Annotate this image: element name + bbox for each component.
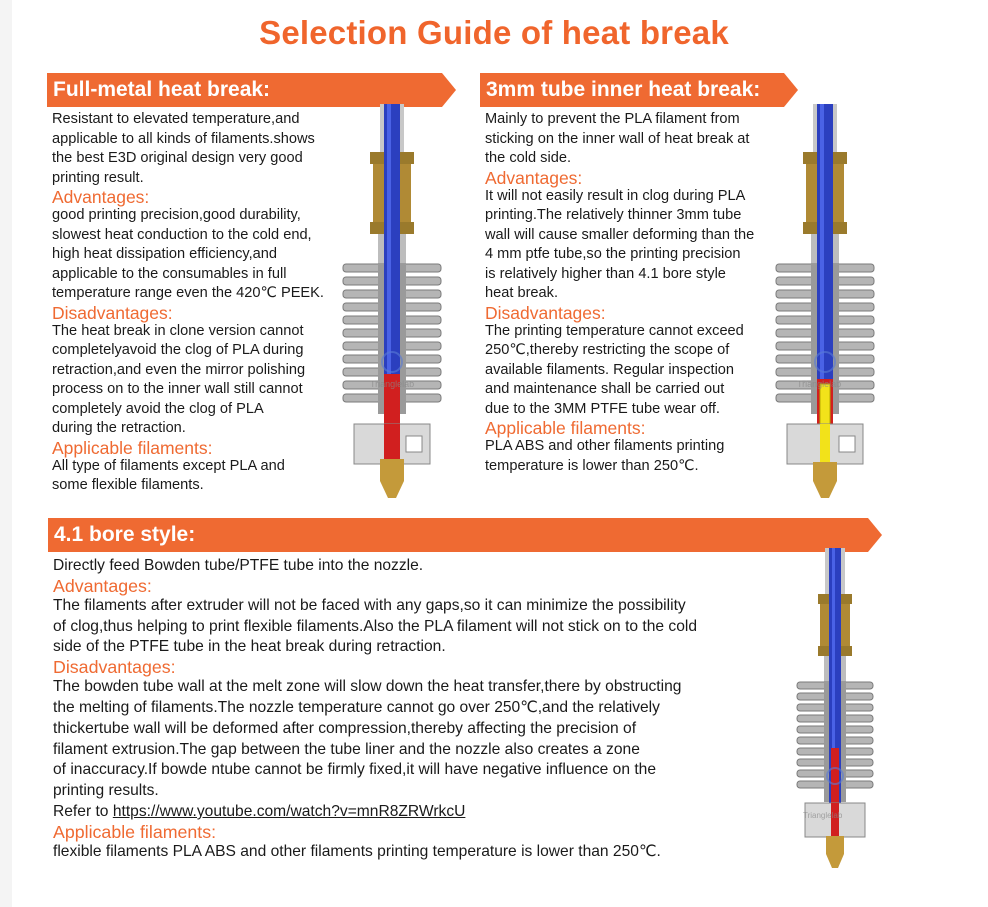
bore-41-text: [53, 556, 813, 863]
page-title: Selection Guide of heat break: [259, 14, 729, 51]
tube-3mm-adv-3: wall will cause smaller deforming than the: [485, 226, 755, 243]
hotend-3mm-tube-illustration: [773, 104, 879, 508]
tube-3mm-dis-5: due to the 3MM PTFE tube wear off.: [485, 400, 720, 417]
full-metal-intro-1: Resistant to elevated temperature,and: [52, 111, 300, 127]
tube-3mm-advantages-heading: Advantages:: [485, 167, 583, 188]
bore-41-dis-2: the melting of filaments.The nozzle temperature cannot go over 250℃,and the relatively: [53, 698, 660, 716]
bore-41-adv-3: side of the PTFE tube in the heat break during retraction.: [53, 638, 446, 656]
full-metal-dis-2: completelyavoid the clog of PLA during: [52, 342, 304, 358]
watermark-1: Trianglelab: [370, 379, 415, 389]
tube-3mm-dis-4: and maintenance shall be carried out: [485, 381, 725, 397]
full-metal-adv-2: slowest heat conduction to the cold end,: [52, 226, 312, 243]
tube-3mm-banner: 3mm tube inner heat break:: [480, 73, 784, 107]
bore-41-refer: [53, 802, 813, 823]
full-metal-text: [52, 110, 352, 496]
full-metal-advantages-heading: Advantages:: [52, 187, 150, 207]
bore-41-app: flexible filaments PLA ABS and other filaments printing temperature is lower than 250℃.: [53, 842, 661, 860]
tube-3mm-dis-1: The printing temperature cannot exceed: [485, 322, 744, 339]
full-metal-intro-3: the best E3D original design very good: [52, 150, 303, 166]
tube-3mm-adv-2: printing.The relatively thinner 3mm tube: [485, 207, 742, 223]
bore-41-applicable-heading: Applicable filaments:: [53, 821, 217, 842]
left-edge-shade: [0, 0, 12, 907]
bore-41-adv-2: of clog,thus helping to print flexible filaments.Also the PLA filament will not stick on to the cold: [53, 617, 698, 635]
tube-3mm-app-1: PLA ABS and other filaments printing: [485, 438, 725, 454]
tube-3mm-app-2: temperature is lower than 250℃.: [485, 457, 699, 474]
tube-3mm-intro-2: sticking on the inner wall of heat break at: [485, 130, 750, 147]
full-metal-adv-5: temperature range even the 420℃ PEEK.: [52, 285, 324, 301]
full-metal-adv-4: applicable to the consumables in full: [52, 265, 287, 282]
bore-41-refer-prefix: Refer to: [53, 802, 113, 820]
full-metal-adv-1: good printing precision,good durability,: [52, 207, 301, 223]
tube-3mm-adv-6: heat break.: [485, 285, 559, 301]
full-metal-app-1: All type of filaments except PLA and: [52, 457, 285, 474]
bore-41-dis-3: thickertube wall will be deformed after compression,thereby affecting the precision of: [53, 719, 637, 737]
hotend-4-1-bore-illustration: [795, 548, 875, 878]
bore-41-adv-1: The filaments after extruder will not be faced with any gaps,so it can minimize the possibility: [53, 596, 686, 614]
full-metal-applicable-heading: Applicable filaments:: [52, 437, 213, 458]
bore-41-dis-4: filament extrusion.The gap between the tube liner and the nozzle also creates a zone: [53, 740, 640, 758]
full-metal-intro-4: printing result.: [52, 169, 144, 186]
bore-41-dis-6: printing results.: [53, 782, 159, 800]
full-metal-dis-3: retraction,and even the mirror polishing: [52, 361, 306, 378]
full-metal-app-2: some flexible filaments.: [52, 477, 204, 493]
tube-3mm-dis-2: 250℃,thereby restricting the scope of: [485, 342, 730, 358]
bore-41-dis-1: The bowden tube wall at the melt zone will slow down the heat transfer,there by obstructing: [53, 678, 682, 696]
full-metal-adv-3: high heat dissipation efficiency,and: [52, 246, 278, 262]
tube-3mm-adv-4: 4 mm ptfe tube,so the printing precision: [485, 246, 741, 262]
bore-41-intro: Directly feed Bowden tube/PTFE tube into the nozzle.: [53, 557, 424, 574]
full-metal-dis-5: completely avoid the clog of PLA: [52, 400, 264, 417]
bore-41-banner: 4.1 bore style:: [48, 518, 868, 552]
watermark-2: Trianglelab: [797, 379, 842, 389]
bore-41-advantages-heading: Advantages:: [53, 575, 152, 596]
full-metal-dis-6: during the retraction.: [52, 420, 186, 436]
tube-3mm-intro-1: Mainly to prevent the PLA filament from: [485, 111, 740, 127]
tube-3mm-intro-3: the cold side.: [485, 150, 571, 166]
full-metal-banner: Full-metal heat break:: [47, 73, 442, 107]
tube-3mm-dis-3: available filaments. Regular inspection: [485, 361, 735, 378]
bore-41-dis-5: of inaccuracy.If bowde ntube cannot be firmly fixed,it will have negative influence on the: [53, 761, 657, 779]
watermark-3: Trianglelab: [803, 811, 843, 820]
full-metal-dis-4: process on to the inner wall still cannot: [52, 381, 303, 397]
tube-3mm-adv-5: is relatively higher than 4.1 bore style: [485, 265, 726, 282]
full-metal-dis-1: The heat break in clone version cannot: [52, 322, 304, 339]
tube-3mm-adv-1: It will not easily result in clog during PLA: [485, 187, 746, 204]
youtube-link[interactable]: https://www.youtube.com/watch?v=mnR8ZRWrkcU: [112, 802, 466, 820]
tube-3mm-applicable-heading: Applicable filaments:: [485, 418, 646, 438]
bore-41-disadvantages-heading: Disadvantages:: [53, 657, 176, 678]
hotend-full-metal-illustration: [340, 104, 446, 508]
tube-3mm-text: [485, 110, 790, 476]
full-metal-intro-2: applicable to all kinds of filaments.shows: [52, 130, 315, 147]
tube-3mm-disadvantages-heading: Disadvantages:: [485, 302, 606, 323]
full-metal-disadvantages-heading: Disadvantages:: [52, 302, 173, 323]
